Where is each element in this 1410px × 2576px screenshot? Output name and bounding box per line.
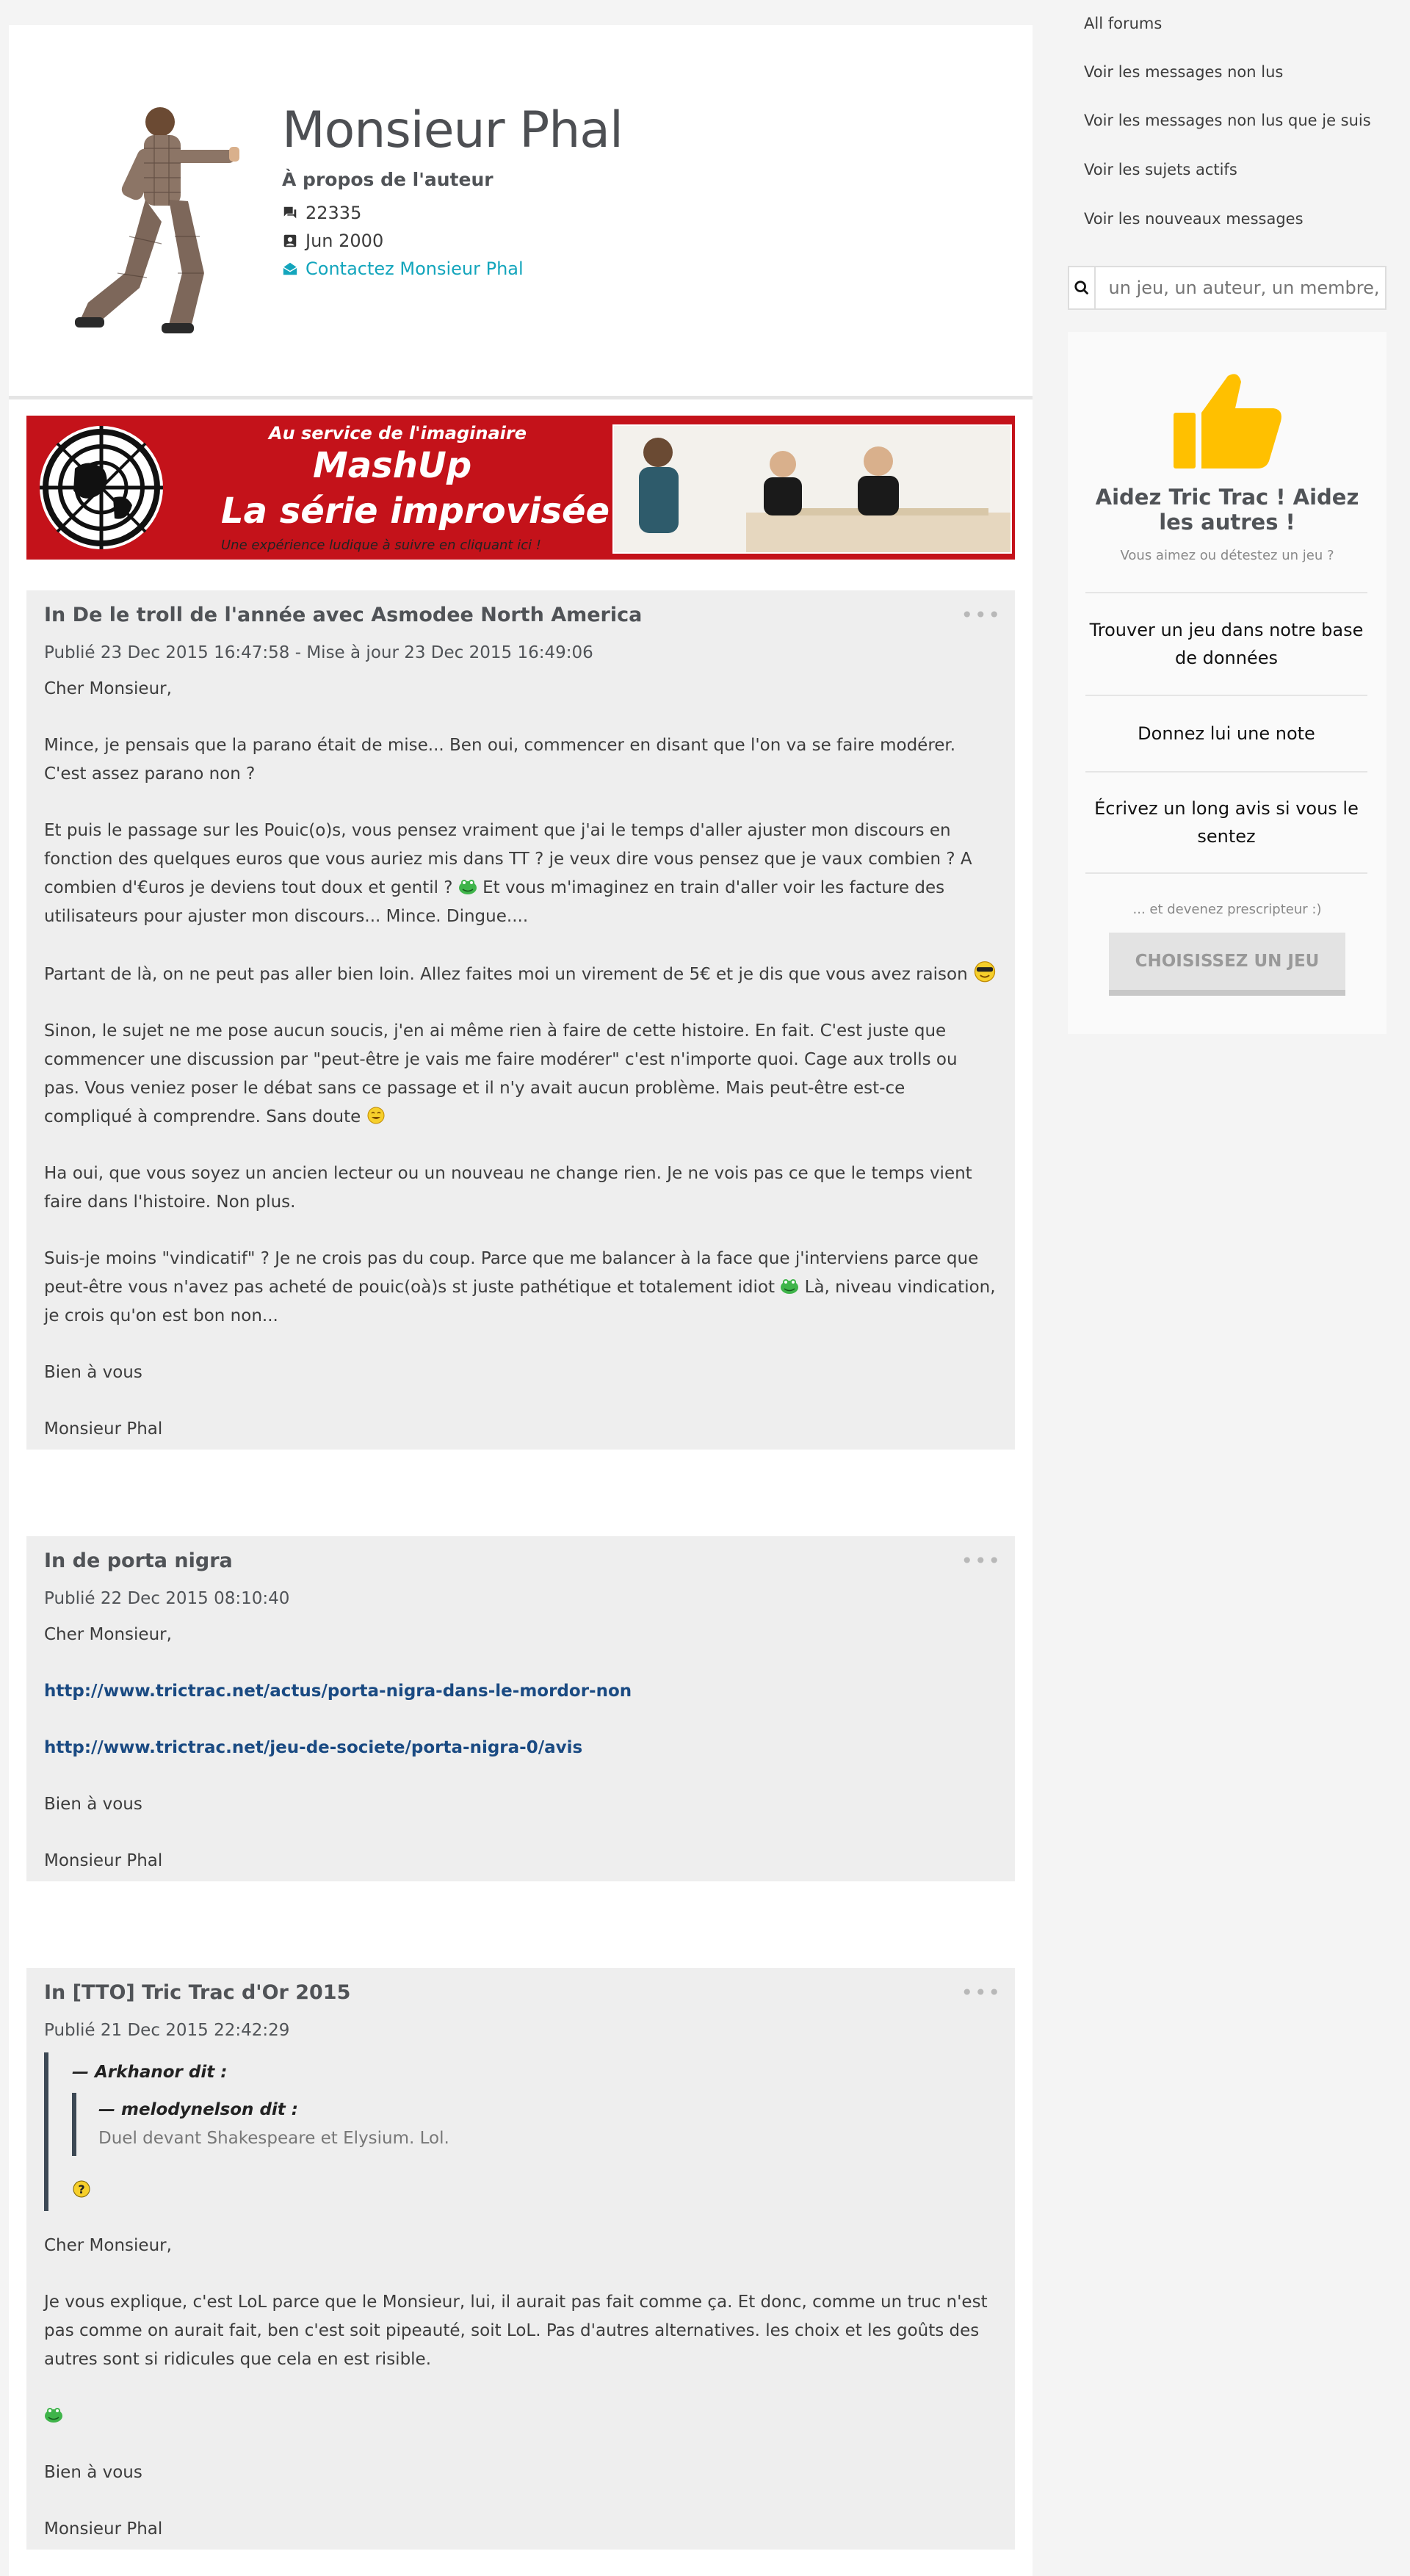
author-card <box>9 25 1033 399</box>
nav-unread-messages[interactable]: Voir les messages non lus <box>1084 63 1284 81</box>
quote-block <box>44 2052 997 2211</box>
nav-active-topics[interactable]: Voir les sujets actifs <box>1084 161 1237 178</box>
main-column <box>9 25 1033 2576</box>
post-text: Et puis le passage sur les Pouic(o)s, vous pensez vraiment que j'ai le temps d'aller ajuster mon discours en fonction des quelques euros que vous auriez mis dans TT ? je veux dire vous pensez que je vaux combien ? A combien d'€uros je deviens tout doux et gentil ? <box>44 821 972 897</box>
post-count-value: 22335 <box>306 203 362 223</box>
banner-subtitle: La série improvisée <box>221 491 610 532</box>
post-text: Suis-je moins "vindicatif" ? Je ne crois pas du coup. Parce que me balancer à la face que j'interviens parce que peut-être vous n'avez pas acheté de pouic(oà)s st juste pathétique et totalement idiot <box>44 1249 979 1297</box>
author-name: Monsieur Phal <box>282 101 623 159</box>
post-date: Publié 23 Dec 2015 16:47:58 - Mise à jour 23 Dec 2015 16:49:06 <box>44 643 593 662</box>
post-greeting: Cher Monsieur, <box>44 1625 172 1644</box>
post-paragraph <box>44 1017 997 1132</box>
promo-rate-game[interactable]: Donnez lui une note <box>1085 695 1367 771</box>
forum-post <box>26 1968 1015 2550</box>
post-text: Partant de là, on ne peut pas aller bien loin. Allez faites moi un virement de 5€ et je dis que vous avez raison <box>44 965 968 984</box>
post-divider <box>9 1881 1033 1968</box>
post-options-icon[interactable]: ••• <box>961 603 1002 627</box>
choose-game-button[interactable]: CHOISISSEZ UN JEU <box>1109 933 1345 996</box>
content-area <box>9 399 1033 2576</box>
post-paragraph <box>44 1734 997 1762</box>
contact-author-link[interactable] <box>282 258 524 279</box>
promo-title: Aidez Tric Trac ! Aidez les autres ! <box>1095 485 1359 535</box>
post-paragraph <box>44 2402 997 2431</box>
quote-author: — Arkhanor dit : <box>72 2063 228 2082</box>
promo-find-game[interactable]: Trouver un jeu dans notre base de données <box>1085 592 1367 695</box>
frog-smiley-icon <box>458 877 477 896</box>
post-closing: Bien à vous <box>44 1795 142 1814</box>
nested-quote-author: — melodynelson dit : <box>98 2100 298 2119</box>
laugh-smiley-icon <box>366 1106 386 1125</box>
post-greeting: Cher Monsieur, <box>44 679 172 698</box>
frog-smiley-icon <box>44 2405 63 2424</box>
post-signature: Monsieur Phal <box>44 1419 163 1439</box>
post-link[interactable]: http://www.trictrac.net/jeu-de-societe/porta-nigra-0/avis <box>44 1738 583 1757</box>
nav-all-forums[interactable]: All forums <box>1084 15 1163 32</box>
banner-photo <box>612 424 1012 554</box>
post-text: Sinon, le sujet ne me pose aucun soucis, j'en ai même rien à faire de cette histoire. En fait. C'est juste que commencer une discussion par "peut-être je vais me faire modérer" c'est n'importe quoi. Cage aux trolls ou pas. Vous veniez poser le débat sans ce passage et il n'y avait aucun problème. Mais peut-être est-ce compliqué à comprendre. Sans doute <box>44 1021 958 1126</box>
post-divider <box>9 1450 1033 1536</box>
world-globe-logo <box>37 423 166 552</box>
post-text: Là, niveau vindication, je crois qu'on est bon non... <box>44 1278 996 1325</box>
post-greeting: Cher Monsieur, <box>44 2236 172 2255</box>
search-box[interactable] <box>1068 266 1386 310</box>
post-count <box>282 203 361 223</box>
nav-unread-followed[interactable]: Voir les messages non lus que je suis <box>1084 112 1371 129</box>
post-date: Publié 21 Dec 2015 22:42:29 <box>44 2021 290 2040</box>
chat-bubbles-icon <box>282 205 298 221</box>
question-smiley-icon <box>72 2179 91 2199</box>
post-date: Publié 22 Dec 2015 08:10:40 <box>44 1589 290 1608</box>
banner-top-text: Au service de l'imaginaire <box>269 423 527 444</box>
post-title[interactable]: In [TTO] Tric Trac d'Or 2015 <box>44 1981 351 2004</box>
post-signature: Monsieur Phal <box>44 2519 163 2539</box>
nested-quote-text: Duel devant Shakespeare et Elysium. Lol. <box>98 2129 449 2148</box>
post-text: Et vous m'imaginez en train d'aller voir les facture des utilisateurs pour ajuster mon discours... Mince. Dingue.... <box>44 878 945 926</box>
post-paragraph <box>44 817 997 931</box>
help-promo-box <box>1068 332 1386 1034</box>
promo-write-review[interactable]: Écrivez un long avis si vous le sentez <box>1085 771 1367 874</box>
forum-post <box>26 1536 1015 1881</box>
user-badge-icon <box>282 233 298 249</box>
post-title[interactable]: In De le troll de l'année avec Asmodee North America <box>44 604 643 626</box>
banner-title: MashUp <box>313 445 472 486</box>
post-closing: Bien à vous <box>44 2463 142 2482</box>
post-paragraph <box>44 1245 997 1331</box>
post-paragraph: Je vous explique, c'est LoL parce que le Monsieur, lui, il aurait pas fait comme ça. Et donc, comme un truc n'est pas comme on aurait fait, ben c'est soit pipeauté, soit LoL. Pas d'autres alternatives. les choix et les goûts des autres sont si ridicules que cela en est risible. <box>44 2293 988 2369</box>
svg-text:?: ? <box>78 2182 85 2196</box>
search-input[interactable] <box>1096 277 1386 299</box>
post-options-icon[interactable]: ••• <box>961 1549 1002 1573</box>
frog-smiley-icon <box>780 1276 799 1295</box>
nested-quote-block <box>72 2093 997 2156</box>
joined-date-value: Jun 2000 <box>306 231 384 251</box>
post-closing: Bien à vous <box>44 1363 142 1382</box>
promo-footer: ... et devenez prescripteur :) <box>1132 902 1322 917</box>
contact-author-label[interactable]: Contactez Monsieur Phal <box>306 258 524 279</box>
post-paragraph <box>44 959 997 989</box>
author-avatar <box>59 104 241 339</box>
post-options-icon[interactable]: ••• <box>961 1980 1002 2005</box>
forum-post <box>26 590 1015 1450</box>
envelope-open-icon <box>282 261 298 277</box>
joined-date <box>282 231 383 251</box>
cool-smiley-icon <box>973 959 997 983</box>
mashup-banner[interactable] <box>26 416 1015 560</box>
about-author-label: À propos de l'auteur <box>282 169 494 190</box>
banner-tagline: Une expérience ludique à suivre en cliquant ici ! <box>221 538 542 553</box>
post-paragraph: Mince, je pensais que la parano était de mise... Ben oui, commencer en disant que l'on va se faire modérer. C'est assez parano non ? <box>44 736 956 784</box>
post-paragraph: Ha oui, que vous soyez un ancien lecteur ou un nouveau ne change rien. Je ne vois pas ce que le temps vient faire dans l'histoire. Non plus. <box>44 1164 972 1212</box>
promo-subtitle: Vous aimez ou détestez un jeu ? <box>1120 548 1334 563</box>
post-signature: Monsieur Phal <box>44 1851 163 1870</box>
thumbs-up-icon <box>1174 370 1282 468</box>
post-title[interactable]: In de porta nigra <box>44 1549 233 1572</box>
search-icon[interactable] <box>1069 267 1096 308</box>
post-link[interactable]: http://www.trictrac.net/actus/porta-nigra-dans-le-mordor-non <box>44 1682 632 1701</box>
nav-new-messages[interactable]: Voir les nouveaux messages <box>1084 210 1304 228</box>
post-paragraph <box>44 1677 997 1706</box>
